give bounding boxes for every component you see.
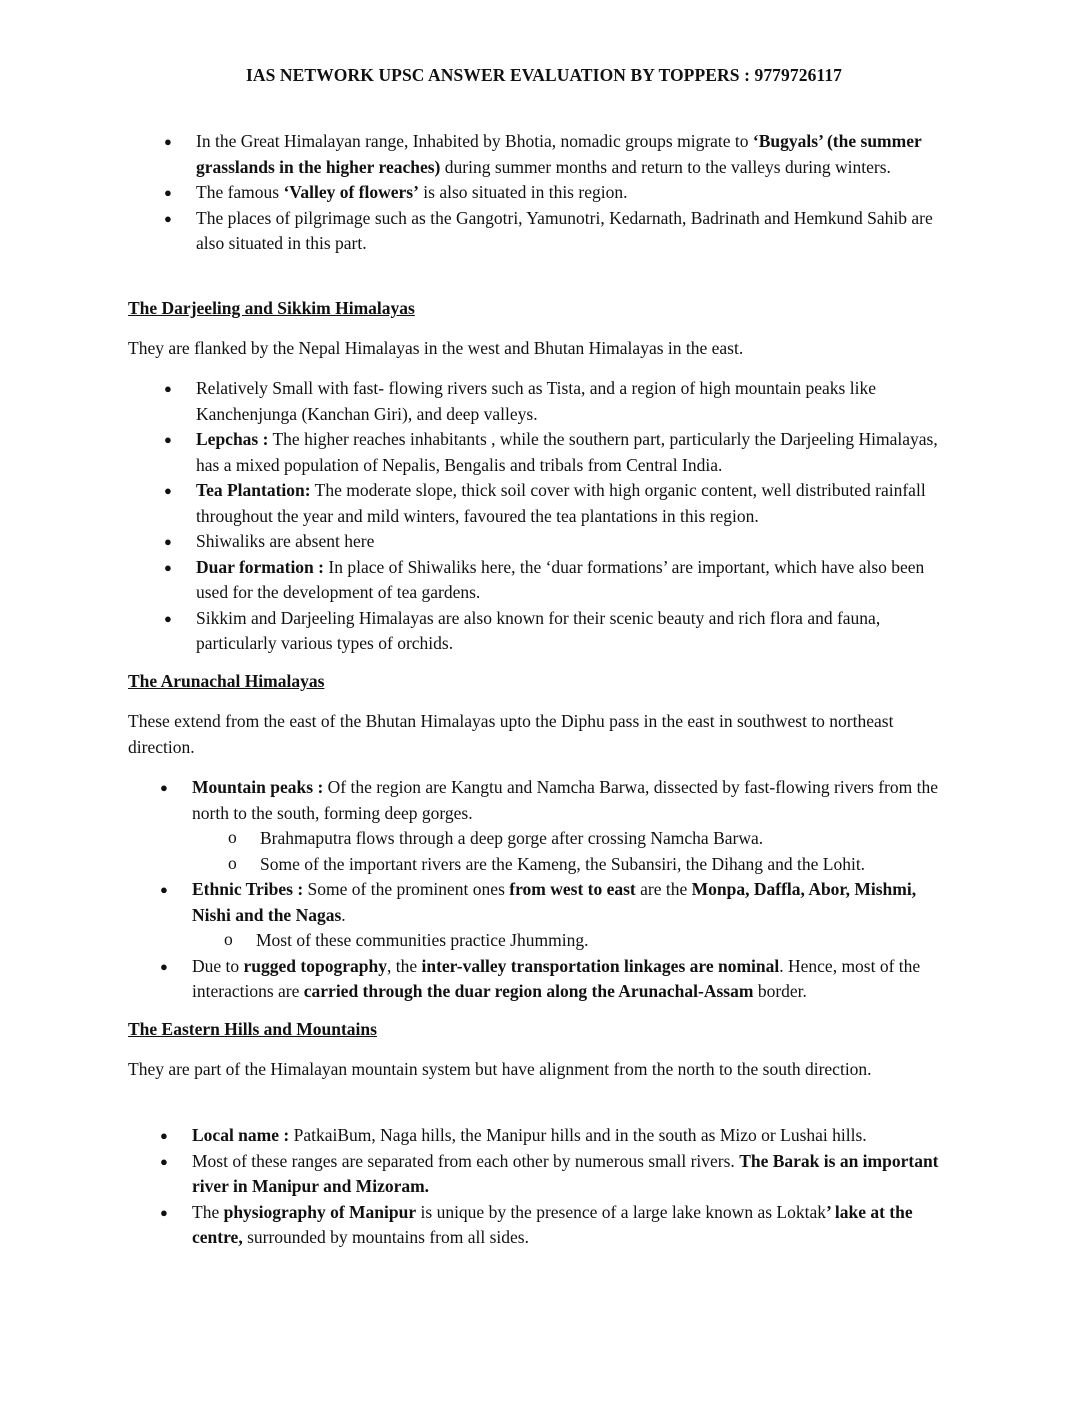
list-item: ● Relatively Small with fast- flowing rivers such as Tista, and a region of high mountain peaks like Kanchenjunga (Kanchan Giri), and deep valleys. <box>128 376 958 427</box>
list-item: ● The famous ‘Valley of flowers’ is also situated in this region. <box>128 180 958 206</box>
page-header: IAS NETWORK UPSC ANSWER EVALUATION BY TOPPERS : 9779726117 <box>245 65 843 85</box>
list-item: ● Most of these ranges are separated from each other by numerous small rivers. The Barak is an important river in Manipur and Mizoram. <box>128 1149 958 1200</box>
darjeeling-heading: The Darjeeling and Sikkim Himalayas <box>128 298 415 318</box>
sub-list-item: o Brahmaputra flows through a deep gorge after crossing Namcha Barwa. <box>128 826 958 852</box>
list-item: ● Lepchas : The higher reaches inhabitants , while the southern part, particularly the Darjeeling Himalayas, has a mixed population of Nepalis, Bengalis and tribals from Central India. <box>128 427 958 478</box>
list-item: ● The physiography of Manipur is unique by the presence of a large lake known as Loktak’ lake at the centre, surrounded by mountains from all sides. <box>128 1200 958 1251</box>
eastern-list <box>128 1123 958 1251</box>
list-item: ● Tea Plantation: The moderate slope, thick soil cover with high organic content, well distributed rainfall throughout the year and mild winters, favoured the tea plantations in this region. <box>128 478 958 529</box>
list-item: ● In the Great Himalayan range, Inhabited by Bhotia, nomadic groups migrate to ‘Bugyals’ (the summer grasslands in the higher reaches) during summer months and return to the valleys during winters. <box>128 129 958 180</box>
arunachal-list <box>128 775 958 1005</box>
sub-list-item: o Some of the important rivers are the Kameng, the Subansiri, the Dihang and the Lohit. <box>128 852 958 878</box>
arunachal-paragraph: These extend from the east of the Bhutan Himalayas upto the Diphu pass in the east in southwest to northeast direction. <box>128 711 894 757</box>
list-item: ● The places of pilgrimage such as the Gangotri, Yamunotri, Kedarnath, Badrinath and Hemkund Sahib are also situated in this part. <box>128 206 958 257</box>
eastern-paragraph: They are part of the Himalayan mountain system but have alignment from the north to the south direction. <box>128 1059 872 1079</box>
eastern-heading: The Eastern Hills and Mountains <box>128 1019 377 1039</box>
list-item: ● Shiwaliks are absent here <box>128 529 958 555</box>
list-item: ● Duar formation : In place of Shiwaliks here, the ‘duar formations’ are important, which have also been used for the development of tea gardens. <box>128 555 958 606</box>
sub-list-item: o Most of these communities practice Jhumming. <box>128 928 958 954</box>
list-item: ● Due to rugged topography, the inter-valley transportation linkages are nominal. Hence, most of the interactions are carried through the duar region along the Arunachal-Assam border. <box>128 954 958 1005</box>
list-item: ● Sikkim and Darjeeling Himalayas are also known for their scenic beauty and rich flora and fauna, particularly various types of orchids. <box>128 606 958 657</box>
intro-section <box>128 129 958 257</box>
darjeeling-list <box>128 376 958 657</box>
list-item: ● Mountain peaks : Of the region are Kangtu and Namcha Barwa, dissected by fast-flowing rivers from the north to the south, forming deep gorges. <box>128 775 958 826</box>
arunachal-heading: The Arunachal Himalayas <box>128 671 325 691</box>
list-item: ● Ethnic Tribes : Some of the prominent ones from west to east are the Monpa, Daffla, Abor, Mishmi, Nishi and the Nagas. <box>128 877 958 928</box>
darjeeling-paragraph: They are flanked by the Nepal Himalayas in the west and Bhutan Himalayas in the east. <box>128 338 744 358</box>
list-item: ● Local name : PatkaiBum, Naga hills, the Manipur hills and in the south as Mizo or Lushai hills. <box>128 1123 958 1149</box>
